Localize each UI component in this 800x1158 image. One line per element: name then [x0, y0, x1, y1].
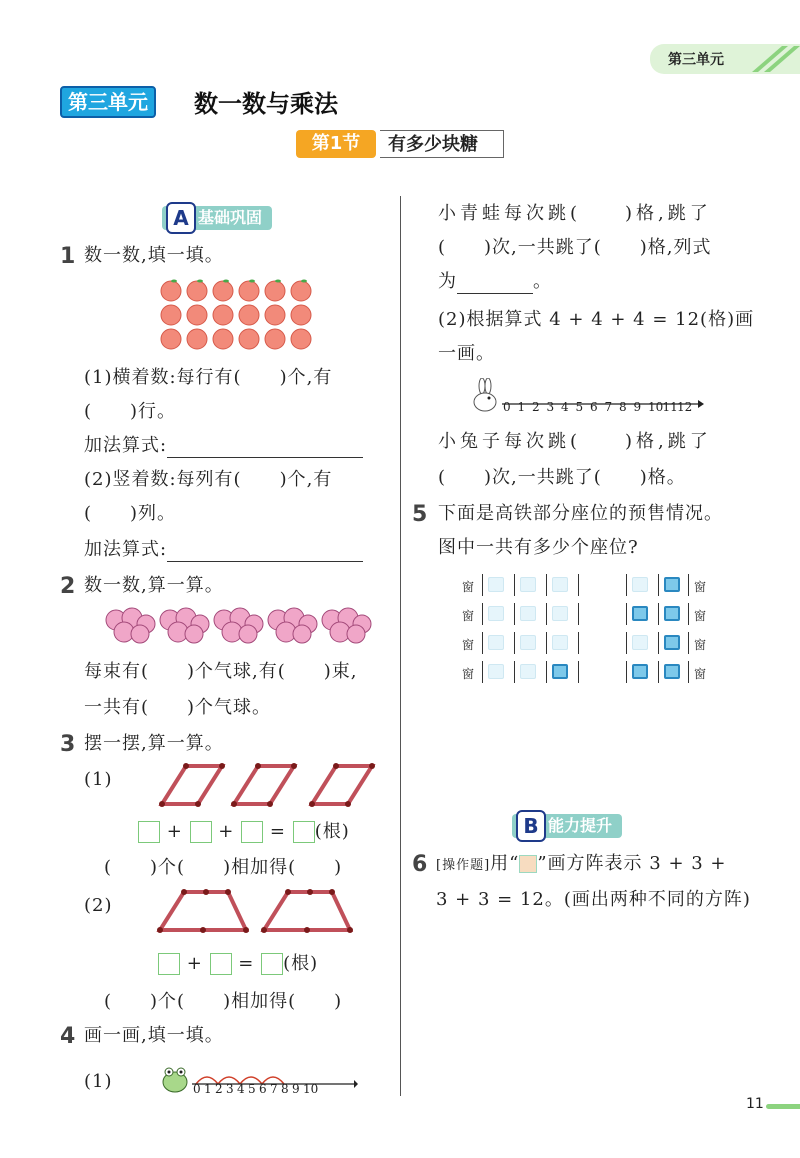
q3-box-5[interactable]: [158, 953, 180, 975]
seat-available: [482, 661, 508, 683]
number-line-1-labels: [188, 1082, 358, 1100]
q4-right-line4: (2)根据算式 4 + 4 + 4 = 12(格)画: [438, 309, 755, 330]
unit-title: 数一数与乘法: [194, 90, 338, 118]
number-line-2-labels: [498, 400, 704, 418]
q3-number: 3: [60, 732, 76, 757]
tick-label: 1: [204, 1082, 212, 1096]
seat-icon: [520, 577, 536, 592]
number-line-1: [188, 1064, 358, 1104]
seat-available: [482, 574, 508, 596]
seat-divider: [578, 574, 579, 596]
q3-box-6[interactable]: [210, 953, 232, 975]
q3-line2: ( )个( )相加得( ): [104, 991, 343, 1012]
q1-addition-label: 加法算式:: [84, 435, 168, 456]
q4-formula-line[interactable]: [457, 275, 533, 294]
window-label: 窗: [462, 667, 475, 681]
q4-right-line6: 小兔子每次跳( )格,跳了: [438, 431, 712, 452]
q4-right-line5: 一画。: [438, 343, 495, 364]
tick-label: 6: [590, 400, 598, 414]
square-icon: [519, 855, 537, 873]
q1-line3: [84, 434, 363, 458]
matchstick-trapezoids: [150, 886, 370, 938]
seat-available: [514, 661, 540, 683]
seat-icon: [632, 606, 648, 621]
q4-title: 画一画,填一填。: [84, 1025, 224, 1046]
seat-available: [514, 574, 540, 596]
seat-icon: [552, 635, 568, 650]
q2-line1: 每束有( )个气球,有( )束,: [84, 661, 358, 682]
frog-icon: [158, 1062, 192, 1096]
q3-part1-label: (1): [84, 769, 113, 790]
q4-formula-prefix: 为: [438, 271, 457, 292]
seat-icon: [664, 606, 680, 621]
window-label: 窗: [462, 609, 475, 623]
seat-divider: [688, 603, 689, 625]
unit-tab-label: 第三单元: [668, 52, 724, 68]
equals-sign: =: [269, 821, 286, 842]
q5-number: 5: [412, 502, 428, 527]
q4-right-line1: 小青蛙每次跳( )格,跳了: [438, 203, 712, 224]
q4-right-line2: ( )次,一共跳了( )格,列式: [438, 237, 712, 258]
q4-right-line7: ( )次,一共跳了( )格。: [438, 467, 686, 488]
q2-title: 数一数,算一算。: [84, 575, 224, 596]
q6-text-b: ”画方阵表示 3 + 3 +: [537, 853, 727, 874]
seat-icon: [520, 664, 536, 679]
q5-line1: 下面是高铁部分座位的预售情况。: [438, 503, 723, 524]
plus-sign: +: [186, 953, 203, 974]
seat-available: [514, 603, 540, 625]
tick-label: 10: [648, 400, 664, 414]
seat-divider: [578, 632, 579, 654]
window-label: 窗: [694, 667, 707, 681]
footer-bar: [766, 1104, 800, 1109]
q6-line2: 3 + 3 = 12。(画出两种不同的方阵): [436, 889, 751, 910]
q1-number: 1: [60, 244, 76, 269]
q1-title: 数一数,填一填。: [84, 245, 224, 266]
q1-answer-line-1[interactable]: [167, 439, 363, 458]
q1-addition-label-2: 加法算式:: [84, 539, 168, 560]
unit-gen: (根): [283, 953, 319, 974]
page-number: 11: [746, 1096, 764, 1112]
unit-badge: [60, 86, 156, 118]
balloon-bunches: [104, 606, 380, 648]
window-label: 窗: [694, 609, 707, 623]
q6-tag: [操作题]: [436, 858, 491, 873]
q3-box-7[interactable]: [261, 953, 283, 975]
seat-icon: [488, 664, 504, 679]
stripes-decoration: [742, 44, 800, 74]
seat-icon: [664, 577, 680, 592]
section-b-badge: [512, 814, 622, 838]
seat-booked: [658, 661, 684, 683]
tick-label: 12: [677, 400, 693, 414]
tick-label: 0: [193, 1082, 201, 1096]
tick-label: 4: [561, 400, 569, 414]
tick-label: 9: [292, 1082, 300, 1096]
seat-icon: [488, 635, 504, 650]
seat-icon: [632, 577, 648, 592]
tick-label: 7: [270, 1082, 278, 1096]
unit-tab: [650, 44, 800, 74]
seat-divider: [578, 661, 579, 683]
q6-line1: [436, 852, 727, 878]
section-b-label: 能力提升: [548, 816, 613, 835]
plus-sign: +: [218, 821, 235, 842]
tick-label: 2: [215, 1082, 223, 1096]
seat-map: [462, 574, 722, 692]
matchstick-parallelograms: [156, 760, 396, 812]
seat-icon: [488, 606, 504, 621]
q1-line2: ( )行。: [84, 401, 177, 422]
q2-line2: 一共有( )个气球。: [84, 697, 272, 718]
seat-available: [514, 632, 540, 654]
q6-number: 6: [412, 852, 428, 877]
tick-label: 9: [633, 400, 642, 414]
q4-number: 4: [60, 1024, 76, 1049]
seat-icon: [552, 664, 568, 679]
plus-sign: +: [166, 821, 183, 842]
seat-booked: [658, 632, 684, 654]
window-label: 窗: [462, 638, 475, 652]
seat-available: [626, 574, 652, 596]
unit-badge-label: 第三单元: [68, 90, 148, 114]
seat-icon: [632, 664, 648, 679]
seat-available: [482, 632, 508, 654]
seat-icon: [664, 664, 680, 679]
seat-booked: [658, 603, 684, 625]
seat-available: [546, 574, 572, 596]
apples-grid: [158, 276, 318, 352]
q1-line6: [84, 538, 363, 562]
q3-line1: ( )个( )相加得( ): [104, 857, 343, 878]
seat-divider: [578, 603, 579, 625]
q1-line5: ( )列。: [84, 503, 177, 524]
q1-answer-line-2[interactable]: [167, 543, 363, 562]
q3-box-1[interactable]: [138, 821, 160, 843]
column-divider: [400, 196, 401, 1096]
seat-available: [482, 603, 508, 625]
tick-label: 1: [517, 400, 526, 414]
seat-available: [626, 632, 652, 654]
q5-line2: 图中一共有多少个座位?: [438, 537, 639, 558]
seat-divider: [688, 661, 689, 683]
seat-available: [546, 603, 572, 625]
tick-label: 5: [575, 400, 584, 414]
seat-booked: [658, 574, 684, 596]
section-badge-label: 第1节: [311, 133, 361, 154]
q3-title: 摆一摆,算一算。: [84, 733, 224, 754]
q4-right-line3: [438, 270, 552, 294]
seat-booked: [546, 661, 572, 683]
tick-label: 3: [226, 1082, 234, 1096]
seat-available: [546, 632, 572, 654]
tick-label: 8: [281, 1082, 289, 1096]
q3-equation-2: [158, 952, 318, 976]
window-label: 窗: [694, 580, 707, 594]
number-line-2: [498, 396, 704, 426]
rabbit-icon: [468, 378, 502, 414]
q6-text-a: 用“: [490, 853, 520, 874]
tick-label: 5: [248, 1082, 256, 1096]
q3-box-3[interactable]: [241, 821, 263, 843]
section-a-label: 基础巩固: [198, 208, 263, 227]
tick-label: 0: [503, 400, 511, 414]
q1-line4: (2)竖着数:每列有( )个,有: [84, 469, 333, 490]
tick-label: 2: [532, 400, 540, 414]
seat-booked: [626, 603, 652, 625]
tick-label: 7: [604, 400, 613, 414]
window-label: 窗: [694, 638, 707, 652]
seat-icon: [520, 635, 536, 650]
seat-divider: [688, 632, 689, 654]
q3-part2-label: (2): [84, 895, 113, 916]
q2-number: 2: [60, 574, 76, 599]
q4-formula-suffix: 。: [533, 271, 552, 292]
q3-box-4[interactable]: [293, 821, 315, 843]
q3-equation-1: [138, 820, 350, 844]
seat-icon: [552, 577, 568, 592]
section-title: 有多少块糖: [380, 130, 504, 158]
seat-icon: [664, 635, 680, 650]
section-a-letter: A: [166, 202, 196, 234]
seat-icon: [552, 606, 568, 621]
q1-line1: (1)横着数:每行有( )个,有: [84, 367, 333, 388]
tick-label: 10: [303, 1082, 319, 1096]
window-label: 窗: [462, 580, 475, 594]
seat-divider: [688, 574, 689, 596]
q3-box-2[interactable]: [190, 821, 212, 843]
tick-label: 6: [259, 1082, 267, 1096]
seat-icon: [520, 606, 536, 621]
tick-label: 4: [237, 1082, 245, 1096]
unit-gen: (根): [314, 821, 350, 842]
seat-booked: [626, 661, 652, 683]
section-a-badge: [162, 206, 272, 230]
tick-label: 11: [662, 400, 678, 414]
section-badge: [296, 130, 376, 158]
seat-icon: [488, 577, 504, 592]
equals-sign: =: [238, 953, 255, 974]
tick-label: 8: [619, 400, 627, 414]
seat-icon: [632, 635, 648, 650]
q4-part1-label: (1): [84, 1071, 113, 1092]
tick-label: 3: [546, 400, 555, 414]
section-b-letter: B: [516, 810, 546, 842]
